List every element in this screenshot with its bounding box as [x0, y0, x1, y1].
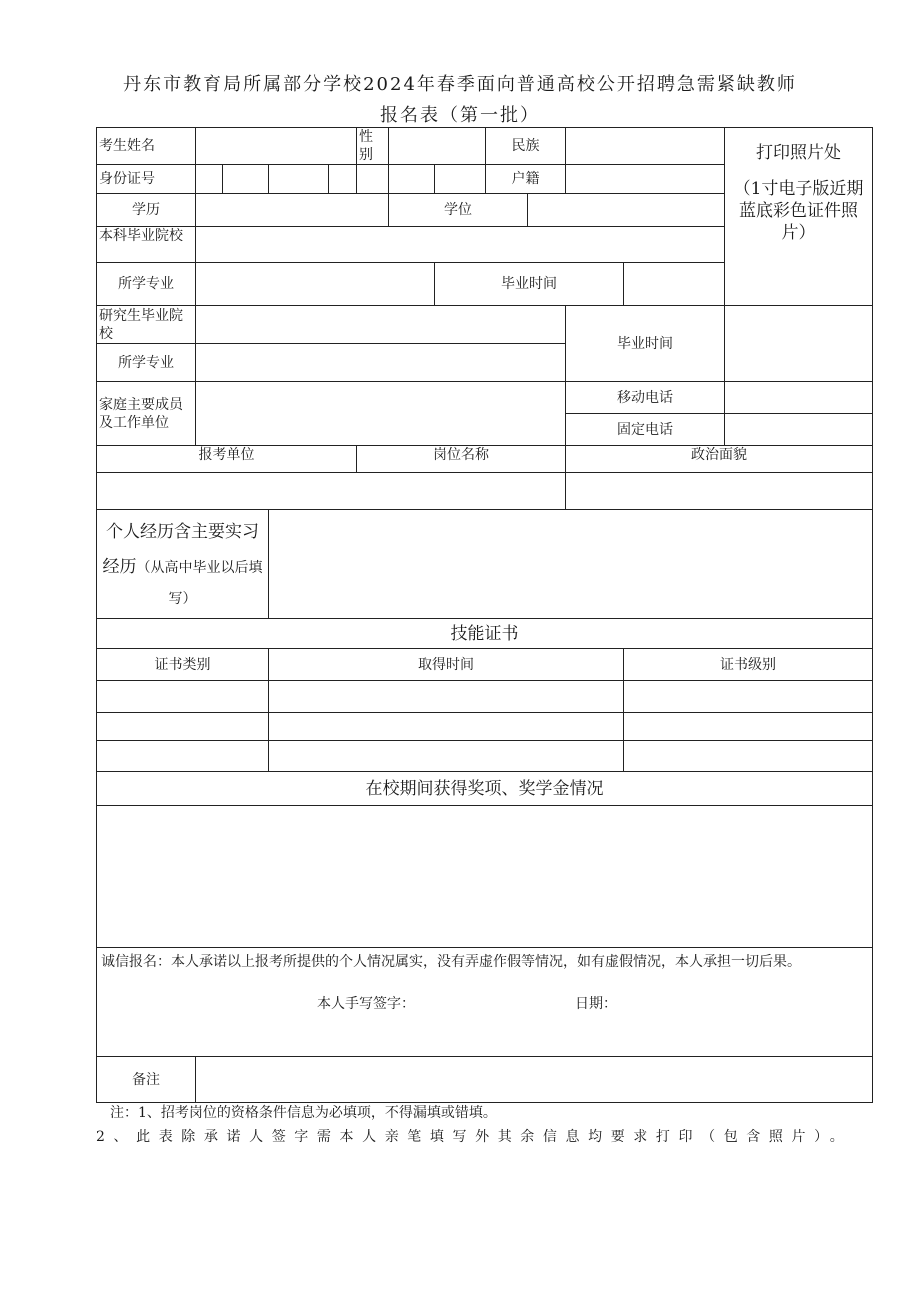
experience-field[interactable]	[269, 510, 873, 619]
photo-note: （1寸电子版近期蓝底彩色证件照片）	[733, 179, 864, 244]
id-digit-cell[interactable]	[389, 165, 435, 194]
id-digit-cell[interactable]	[223, 165, 269, 194]
undergrad-major-label: 所学专业	[97, 263, 196, 306]
form-title-line1: 丹东市教育局所属部分学校2024年春季面向普通高校公开招聘急需紧缺教师	[123, 74, 797, 95]
remarks-field[interactable]	[196, 1057, 873, 1103]
political-field[interactable]	[566, 473, 873, 510]
degree-field[interactable]	[528, 194, 725, 227]
cert-type-header: 证书类别	[97, 649, 269, 681]
mobile-field[interactable]	[725, 382, 873, 414]
ethnicity-label: 民族	[486, 128, 566, 165]
note-1: 注：1、招考岗位的资格条件信息为必填项，不得漏填或错填。	[110, 1105, 497, 1121]
cert-level-field[interactable]	[624, 681, 873, 713]
apply-unit-label: 报考单位	[97, 446, 357, 473]
undergrad-major-field[interactable]	[196, 263, 435, 306]
grad-grad-time-field[interactable]	[725, 306, 873, 382]
undergrad-grad-time-label: 毕业时间	[435, 263, 624, 306]
family-field[interactable]	[196, 382, 566, 446]
signature-line	[101, 995, 868, 1019]
cert-type-field[interactable]	[97, 713, 269, 741]
family-label: 家庭主要成员及工作单位	[97, 382, 196, 446]
table-row	[97, 741, 873, 772]
degree-label: 学位	[389, 194, 528, 227]
cert-time-header: 取得时间	[269, 649, 624, 681]
gender-label: 性别	[357, 128, 389, 165]
table-row	[97, 681, 873, 713]
political-label: 政治面貌	[566, 446, 873, 473]
experience-label-sub: （从高中毕业以后填写）	[136, 560, 263, 607]
hukou-label: 户籍	[486, 165, 566, 194]
mobile-label: 移动电话	[566, 382, 725, 414]
undergrad-school-label: 本科毕业院校	[97, 227, 196, 263]
undergrad-school-field[interactable]	[196, 227, 725, 263]
pledge-text: 诚信报名：本人承诺以上报考所提供的个人情况属实，没有弄虚作假等情况，如有虚假情况，本人承担一切后果。	[101, 954, 801, 971]
education-label: 学历	[97, 194, 196, 227]
cert-time-field[interactable]	[269, 741, 624, 772]
note-2: 2、此表除承诺人签字需本人亲笔填写外其余信息均要求打印（包含照片）。	[96, 1129, 853, 1145]
grad-major-label: 所学专业	[97, 344, 196, 382]
gender-field[interactable]	[389, 128, 486, 165]
cert-type-field[interactable]	[97, 681, 269, 713]
id-digit-cell[interactable]	[329, 165, 357, 194]
grad-grad-time-label: 毕业时间	[566, 306, 725, 382]
grad-major-field[interactable]	[196, 344, 566, 382]
landline-field[interactable]	[725, 414, 873, 446]
cert-level-header: 证书级别	[624, 649, 873, 681]
table-row	[97, 713, 873, 741]
id-label: 身份证号	[97, 165, 196, 194]
signature-label: 本人手写签字：	[317, 995, 415, 1012]
pledge-section	[97, 948, 873, 1057]
landline-label: 固定电话	[566, 414, 725, 446]
id-digit-cell[interactable]	[357, 165, 389, 194]
cert-level-field[interactable]	[624, 741, 873, 772]
awards-section-title: 在校期间获得奖项、奖学金情况	[97, 772, 873, 806]
awards-field[interactable]	[97, 806, 873, 948]
remarks-label: 备注	[97, 1057, 196, 1103]
date-label: 日期：	[575, 995, 617, 1012]
name-label: 考生姓名	[97, 128, 196, 165]
registration-form	[96, 127, 873, 1103]
id-digit-cell[interactable]	[269, 165, 329, 194]
form-title-line2: 报名表（第一批）	[380, 105, 540, 126]
apply-unit-position-field[interactable]	[97, 473, 566, 510]
experience-label	[97, 510, 269, 619]
cert-time-field[interactable]	[269, 681, 624, 713]
grad-school-field[interactable]	[196, 306, 566, 344]
experience-label-main: 个人经历含主要实习经历	[102, 522, 259, 578]
position-label: 岗位名称	[357, 446, 566, 473]
grad-school-label: 研究生毕业院校	[97, 306, 196, 344]
education-field[interactable]	[196, 194, 389, 227]
cert-time-field[interactable]	[269, 713, 624, 741]
photo-area[interactable]	[725, 128, 873, 306]
cert-type-field[interactable]	[97, 741, 269, 772]
ethnicity-field[interactable]	[566, 128, 725, 165]
id-digit-cell[interactable]	[435, 165, 486, 194]
undergrad-grad-time-field[interactable]	[624, 263, 725, 306]
id-digit-cell[interactable]	[196, 165, 223, 194]
hukou-field[interactable]	[566, 165, 725, 194]
cert-level-field[interactable]	[624, 713, 873, 741]
name-field[interactable]	[196, 128, 357, 165]
certificates-section-title: 技能证书	[97, 619, 873, 649]
photo-title: 打印照片处	[756, 143, 841, 163]
